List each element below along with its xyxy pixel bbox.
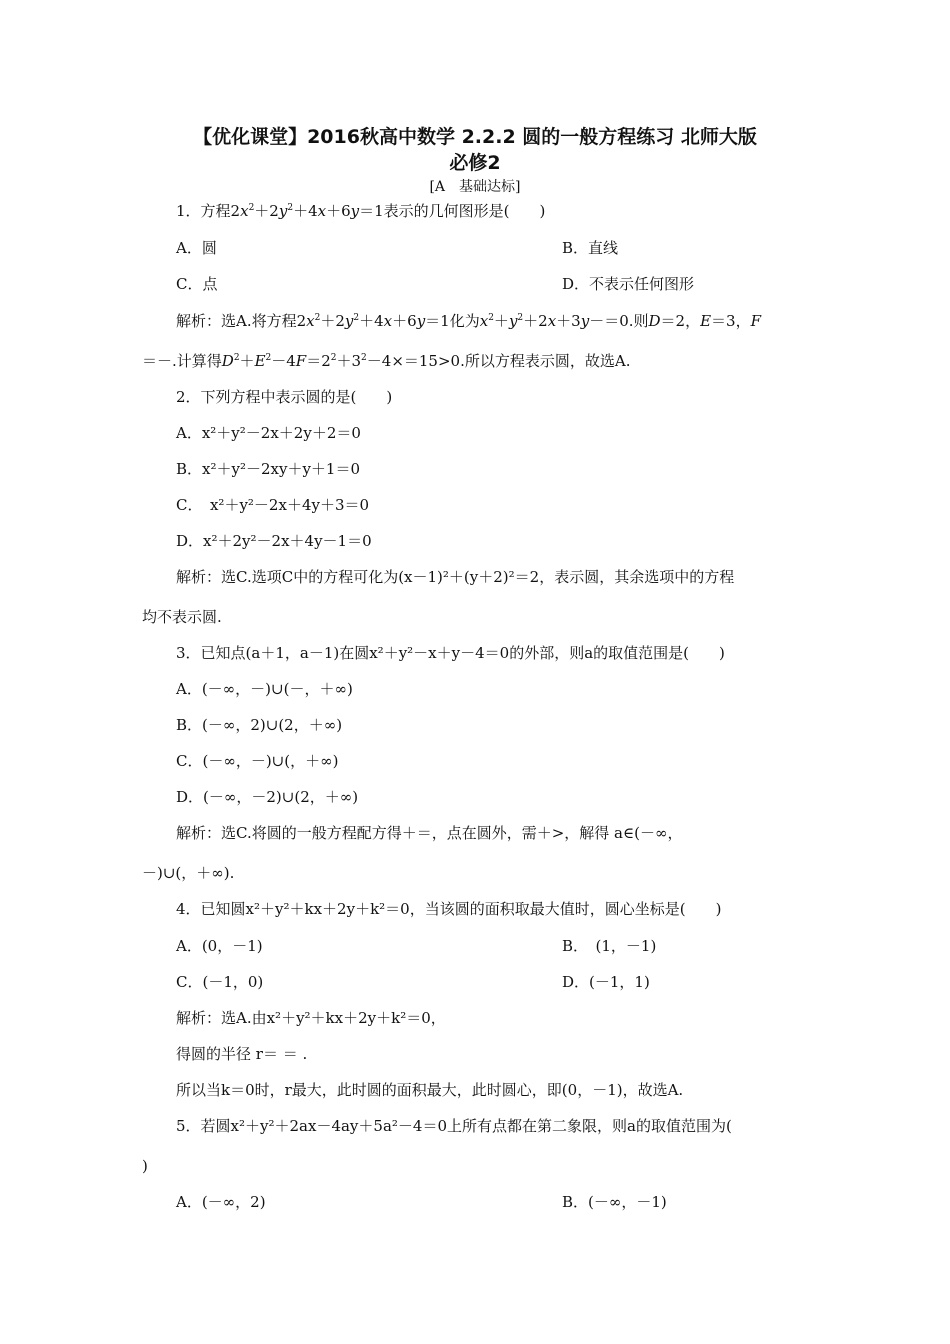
q4-option-b: B． (1，－1): [562, 937, 657, 955]
q2-stem: 2．下列方程中表示圆的是( ): [176, 388, 393, 406]
q3-option-b: B．(－∞，2)∪(2，＋∞): [176, 716, 343, 734]
q5-option-a: A．(－∞，2): [176, 1193, 266, 1211]
q2-option-d: D．x²＋2y²－2x＋4y－1＝0: [176, 532, 372, 550]
q3-option-d: D．(－∞，－2)∪(2，＋∞): [176, 788, 359, 806]
q2-solution-line2: 均不表示圆.: [142, 608, 222, 626]
q1-stem: 1．方程$2x^2+2y^2+4x+6y=1$表示的几何图形是( ): [176, 202, 546, 220]
q3-option-a: A．(－∞，－)∪(－，＋∞): [176, 680, 353, 698]
q2-option-c: C． x²＋y²－2x＋4y＋3＝0: [176, 496, 370, 514]
q1-option-a: A．圆: [176, 239, 217, 257]
q4-option-c: C．(－1，0): [176, 973, 264, 991]
q3-solution-line1: 解析：选C.将圆的一般方程配方得＋＝，点在圆外，需＋>，解得 a∈(－∞，: [176, 824, 683, 842]
q2-option-b: B．x²＋y²－2xy＋y＋1＝0: [176, 460, 361, 478]
q1-option-b: B．直线: [562, 239, 619, 257]
q4-stem: 4．已知圆x²＋y²＋kx＋2y＋k²＝0，当该圆的面积取最大值时，圆心坐标是( ): [176, 900, 722, 918]
q4-solution-line2: 得圆的半径 r＝ ＝ .: [176, 1045, 308, 1063]
q5-stem-line2: ): [142, 1157, 148, 1175]
doc-title-line1: 【优化课堂】2016秋高中数学 2.2.2 圆的一般方程练习 北师大版: [193, 126, 757, 148]
q2-option-a: A．x²＋y²－2x＋2y＋2＝0: [176, 424, 361, 442]
q1-solution-line1: 解析：选A.将方程$2x^2+2y^2+4x+6y=1$化为$x^2+y^2+2x+3y-=0$.则D＝2，E＝3，F: [176, 312, 762, 330]
q3-solution-line2: －)∪(，＋∞).: [142, 864, 235, 882]
q4-option-d: D．(－1，1): [562, 973, 650, 991]
q1-option-d: D．不表示任何图形: [562, 275, 695, 293]
q4-option-a: A．(0，－1): [176, 937, 263, 955]
section-heading: [A 基础达标]: [429, 179, 521, 195]
q5-stem-line1: 5．若圆x²＋y²＋2ax－4ay＋5a²－4＝0上所有点都在第二象限，则a的取值范围为(: [176, 1117, 732, 1135]
q4-solution-line3: 所以当k＝0时，r最大，此时圆的面积最大，此时圆心，即(0，－1)，故选A.: [176, 1081, 684, 1099]
q1-option-c: C．点: [176, 275, 218, 293]
q3-stem: 3．已知点(a＋1，a－1)在圆x²＋y²－x＋y－4＝0的外部，则a的取值范围是( ): [176, 644, 725, 662]
doc-title-line2: 必修2: [449, 152, 501, 174]
q2-solution-line1: 解析：选C.选项C中的方程可化为(x－1)²＋(y＋2)²＝2，表示圆，其余选项中的方程: [176, 568, 735, 586]
q4-solution-line1: 解析：选A.由x²＋y²＋kx＋2y＋k²＝0，: [176, 1009, 446, 1027]
q5-option-b: B．(－∞，－1): [562, 1193, 667, 1211]
q3-option-c: C．(－∞，－)∪(，＋∞): [176, 752, 339, 770]
q1-solution-line2: ＝－.计算得$D^2+E^2-4F=2^2+3^2-4\times=15>0$.所以方程表示圆，故选A.: [142, 352, 631, 370]
